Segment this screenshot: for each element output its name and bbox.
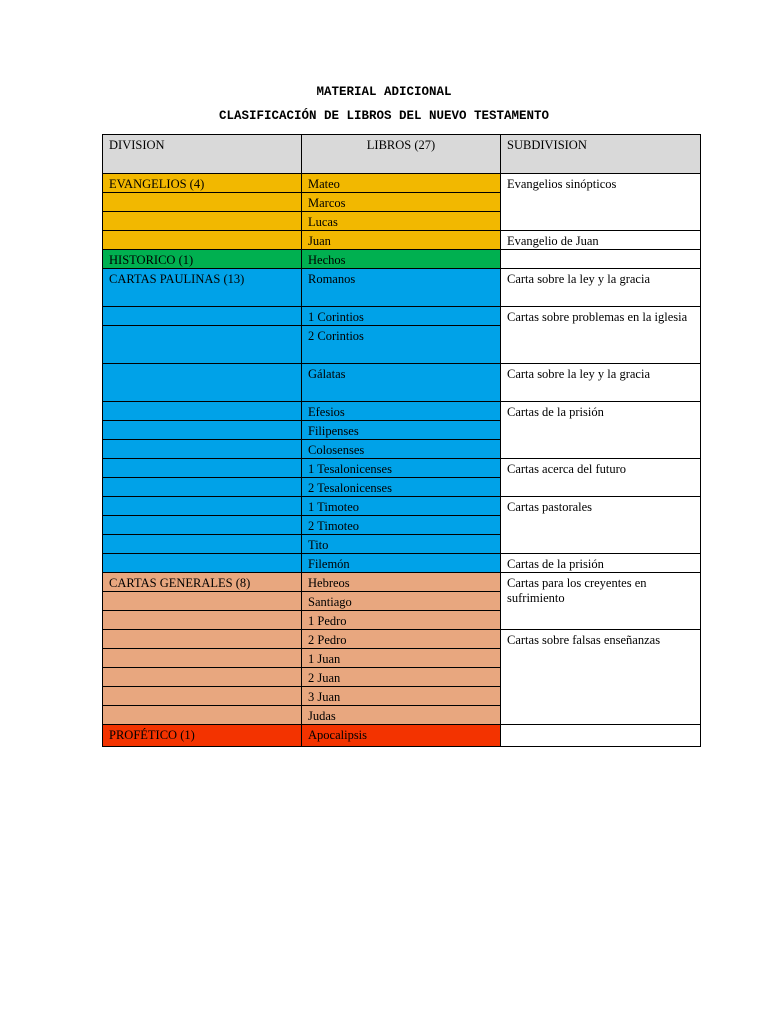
book-cell: 2 Timoteo [301, 515, 501, 535]
division-cell-continued [102, 496, 302, 516]
book-cell: 3 Juan [301, 686, 501, 706]
subdivision-cell [500, 249, 701, 269]
division-cell-continued [102, 325, 302, 364]
book-cell: Tito [301, 534, 501, 554]
book-cell: Filipenses [301, 420, 501, 440]
book-cell: 2 Pedro [301, 629, 501, 649]
division-cell-continued [102, 648, 302, 668]
book-cell: Santiago [301, 591, 501, 611]
division-cell-continued [102, 363, 302, 402]
book-cell: 1 Timoteo [301, 496, 501, 516]
subdivision-cell: Carta sobre la ley y la gracia [500, 363, 701, 402]
subdivision-cell: Cartas de la prisión [500, 553, 701, 573]
division-cell-continued [102, 667, 302, 687]
book-cell: Efesios [301, 401, 501, 421]
document-title: MATERIAL ADICIONAL [316, 85, 452, 99]
book-cell: Apocalipsis [301, 724, 501, 747]
subdivision-cell: Cartas para los creyentes en sufrimiento [500, 572, 701, 630]
subdivision-cell: Cartas pastorales [500, 496, 701, 554]
book-cell: Colosenses [301, 439, 501, 459]
division-cell-continued [102, 610, 302, 630]
division-cell: PROFÉTICO (1) [102, 724, 302, 747]
book-cell: Juan [301, 230, 501, 250]
subdivision-cell: Carta sobre la ley y la gracia [500, 268, 701, 307]
book-cell: Hebreos [301, 572, 501, 592]
division-cell-continued [102, 420, 302, 440]
division-cell-continued [102, 553, 302, 573]
book-cell: 1 Tesalonicenses [301, 458, 501, 478]
division-cell: CARTAS PAULINAS (13) [102, 268, 302, 307]
division-cell: HISTORICO (1) [102, 249, 302, 269]
division-cell-continued [102, 211, 302, 231]
division-cell-continued [102, 401, 302, 421]
book-cell: 1 Corintios [301, 306, 501, 326]
subdivision-cell: Cartas de la prisión [500, 401, 701, 459]
book-cell: 2 Corintios [301, 325, 501, 364]
division-cell-continued [102, 439, 302, 459]
book-cell: 2 Juan [301, 667, 501, 687]
division-cell-continued [102, 629, 302, 649]
division-cell-continued [102, 591, 302, 611]
column-header-division: DIVISION [102, 134, 302, 174]
book-cell: Hechos [301, 249, 501, 269]
division-cell: CARTAS GENERALES (8) [102, 572, 302, 592]
book-cell: Romanos [301, 268, 501, 307]
book-cell: Marcos [301, 192, 501, 212]
division-cell-continued [102, 705, 302, 725]
subdivision-cell: Evangelio de Juan [500, 230, 701, 250]
division-cell-continued [102, 477, 302, 497]
book-cell: Filemón [301, 553, 501, 573]
column-header-libros: LIBROS (27) [301, 134, 501, 174]
book-cell: Lucas [301, 211, 501, 231]
division-cell-continued [102, 686, 302, 706]
division-cell-continued [102, 515, 302, 535]
document-subtitle: CLASIFICACIÓN DE LIBROS DEL NUEVO TESTAMENTO [218, 109, 550, 123]
book-cell: Mateo [301, 173, 501, 193]
book-cell: 1 Juan [301, 648, 501, 668]
division-cell-continued [102, 306, 302, 326]
book-cell: Judas [301, 705, 501, 725]
division-cell-continued [102, 192, 302, 212]
book-cell: Gálatas [301, 363, 501, 402]
column-header-subdivision: SUBDIVISION [500, 134, 701, 174]
subdivision-cell: Cartas sobre problemas en la iglesia [500, 306, 701, 364]
division-cell-continued [102, 230, 302, 250]
division-cell-continued [102, 458, 302, 478]
subdivision-cell: Evangelios sinópticos [500, 173, 701, 231]
division-cell-continued [102, 534, 302, 554]
division-cell: EVANGELIOS (4) [102, 173, 302, 193]
subdivision-cell: Cartas acerca del futuro [500, 458, 701, 497]
book-cell: 1 Pedro [301, 610, 501, 630]
subdivision-cell: Cartas sobre falsas enseñanzas [500, 629, 701, 725]
subdivision-cell [500, 724, 701, 747]
book-cell: 2 Tesalonicenses [301, 477, 501, 497]
